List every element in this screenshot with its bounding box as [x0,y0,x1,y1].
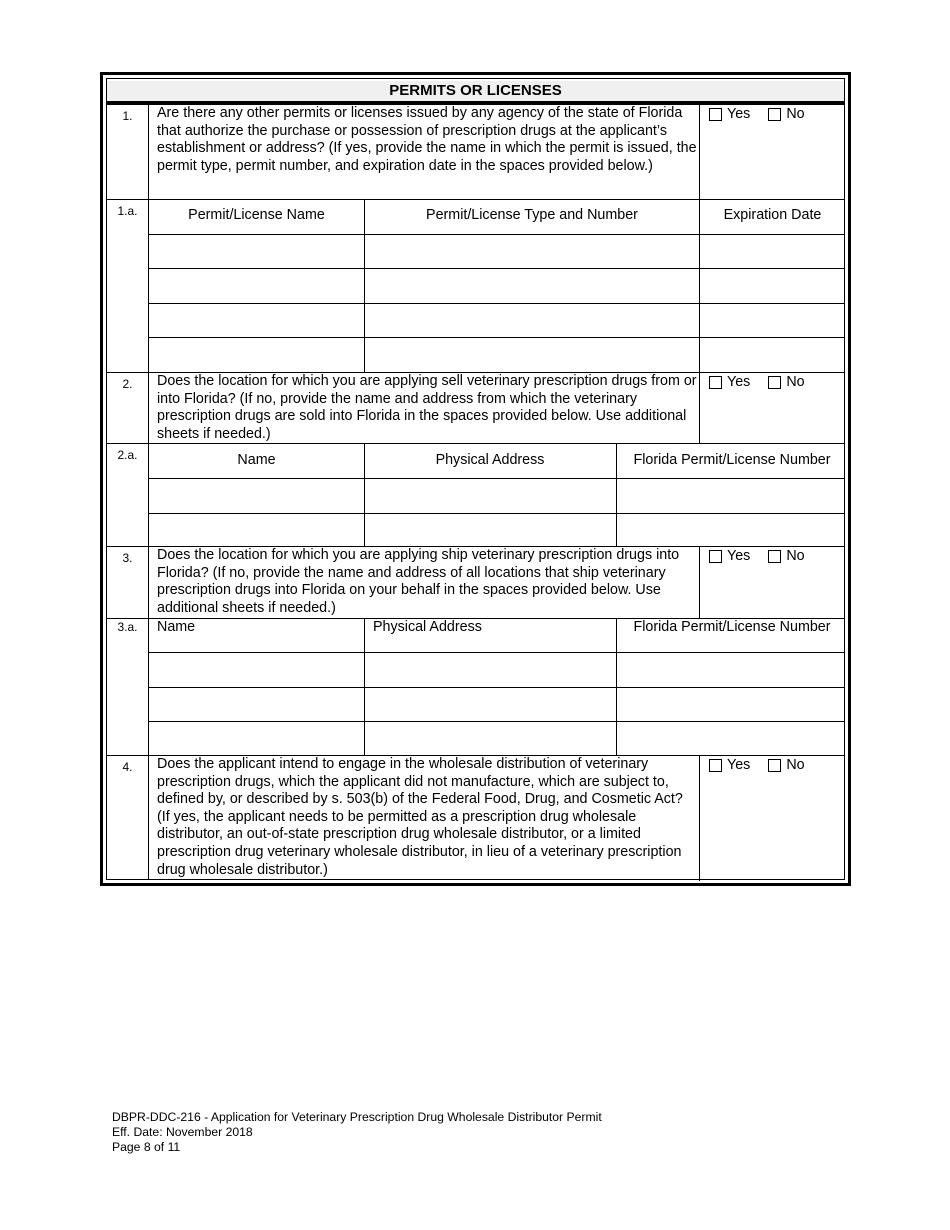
question-4-row [107,756,844,879]
q1-yes-checkbox[interactable] [709,108,722,121]
row-divider [149,687,844,688]
permits-form-inner [106,78,845,880]
question-3-answer [709,548,805,564]
q4-no-label: No [786,757,805,773]
q3-no-checkbox[interactable] [768,550,781,563]
question-1-answer [709,106,805,122]
row-divider [149,268,844,269]
table-2a-number: 2.a. [117,448,138,462]
col-divider [364,200,365,373]
footer-eff-date: Eff. Date: November 2018 [112,1125,253,1139]
question-3-number: 3. [122,551,133,565]
q1-no-checkbox[interactable] [768,108,781,121]
question-1-row [107,105,844,200]
question-3-row [107,547,844,619]
q2-yes-label: Yes [727,374,751,390]
question-4-number: 4. [122,760,133,774]
question-2-number: 2. [122,377,133,391]
question-3-text: Does the location for which you are applying ship veterinary prescription drugs into Florida? (If no, provide the name and address of all locations that ship veterinary prescription drugs into Florida on your behalf in the spaces provided below. Use additional sheets if needed.) [157,547,680,616]
q2-no-label: No [786,374,805,390]
input-cell-1a-type-1[interactable] [365,235,699,268]
row-divider [149,721,844,722]
question-1-number: 1. [122,109,133,123]
question-4-answer [709,757,805,773]
row-divider [149,513,844,514]
q1-yes-label: Yes [727,106,751,122]
input-cell-1a-name-1[interactable] [149,235,364,268]
q3-yes-label: Yes [727,548,751,564]
q3-no-label: No [786,548,805,564]
header-expiration-date: Expiration Date [723,207,822,223]
table-3a [107,619,844,756]
input-cell-1a-exp-1[interactable] [700,235,845,268]
table-1a [107,200,844,373]
header-florida-permit-license-number: Florida Permit/License Number [633,619,831,635]
header-physical-address: Physical Address [373,619,482,635]
header-name: Name [157,619,196,635]
header-permit-license-name: Permit/License Name [188,207,325,223]
question-4-text: Does the applicant intend to engage in the wholesale distribution of veterinary prescription drugs, which the applicant did not manufacture, which are subject to, defined by, or described by s. 503(b) of the Federal Food, Drug, and Cosmetic Act? (If yes, the applicant needs to be permitted as a prescription drug wholesale distributor, an out-of-state prescription drug wholesale distributor, or a limited prescription drug veterinary wholesale distributor, in lieu of a veterinary prescription drug wholesale distributor.) [157,756,683,878]
q3-yes-checkbox[interactable] [709,550,722,563]
table-1a-number: 1.a. [117,204,138,218]
q1-no-label: No [786,106,805,122]
col-divider [616,444,617,547]
header-permit-license-type-number: Permit/License Type and Number [426,207,638,223]
footer-form-name: DBPR-DDC-216 - Application for Veterinary Prescription Drug Wholesale Distributor Permit [112,1110,602,1124]
q3-answer-divider [699,547,700,619]
q2-no-checkbox[interactable] [768,376,781,389]
q4-no-checkbox[interactable] [768,759,781,772]
row-divider [149,652,844,653]
table-2a [107,444,844,547]
q1-answer-divider [699,105,700,200]
row-divider [149,478,844,479]
footer-page-number: Page 8 of 11 [112,1140,181,1154]
q2-answer-divider [699,373,700,444]
permits-form-frame [100,72,851,886]
header-florida-permit-license-number: Florida Permit/License Number [633,452,831,468]
q4-answer-divider [699,756,700,881]
section-title: PERMITS OR LICENSES [107,81,844,105]
question-2-answer [709,374,805,390]
q2-yes-checkbox[interactable] [709,376,722,389]
col-divider [364,444,365,547]
q4-yes-label: Yes [727,757,751,773]
header-physical-address: Physical Address [435,452,545,468]
table-3a-number: 3.a. [117,620,138,634]
col-divider [699,200,700,373]
q4-yes-checkbox[interactable] [709,759,722,772]
row-divider [149,337,844,338]
question-1-text: Are there any other permits or licenses issued by any agency of the state of Florida that authorize the purchase or possession of prescription drugs at the applicant’s establishment or address? (If yes, provide the name in which the permit is issued, the permit type, permit number, and expiration date in the spaces provided below.) [157,105,697,174]
row-divider [149,303,844,304]
header-name: Name [237,452,276,468]
question-2-text: Does the location for which you are applying sell veterinary prescription drugs from or into Florida? (If no, provide the name and address from which the veterinary prescription drugs are sold into Florida in the spaces provided below. Use additional sheets if needed.) [157,373,697,442]
page-footer [112,1110,602,1155]
question-2-row [107,373,844,444]
